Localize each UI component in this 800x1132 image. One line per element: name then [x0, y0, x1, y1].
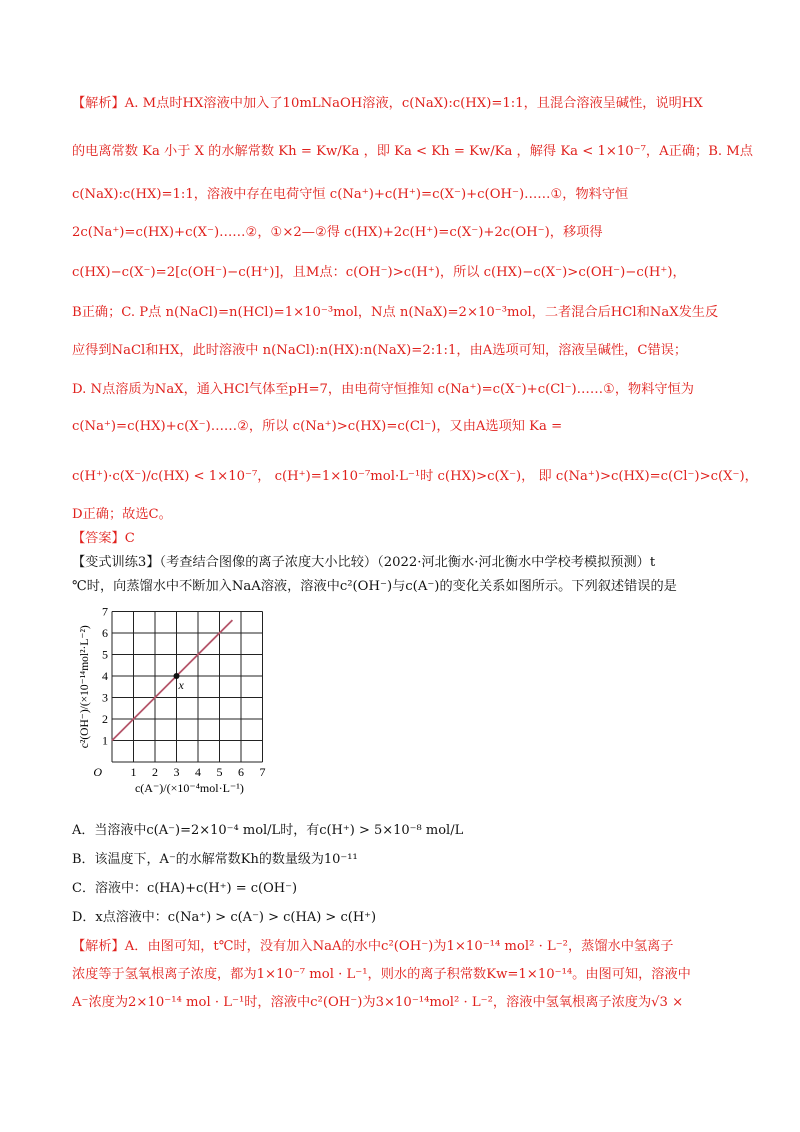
y-axis-label: c²(OH⁻)/(×10⁻¹⁴mol²·L⁻²) [79, 625, 91, 749]
variant-line1: 【变式训练3】（考查结合图像的离子浓度大小比较）（2022·河北衡水·河北衡水中学校考模拟预测）t [72, 555, 656, 570]
analysis2-line2: 浓度等于氢氧根离子浓度，都为1×10⁻⁷ mol · L⁻¹，则水的离子积常数Kw=1×10⁻¹⁴。由图可知，溶液中 [72, 967, 691, 982]
option-a: A．当溶液中c(A⁻)=2×10⁻⁴ mol/L时，有c(H⁺) > 5×10⁻⁸ mol/L [72, 823, 464, 838]
x-tick-label: 5 [216, 765, 223, 779]
analysis2-line1: 【解析】A．由图可知，t℃时，没有加入NaA的水中c²(OH⁻)为1×10⁻¹⁴ mol² · L⁻²，蒸馏水中氢离子 [72, 939, 674, 954]
analysis1-line11: D正确；故选C。 [72, 507, 172, 522]
y-tick-label: 5 [102, 647, 108, 662]
analysis1-line4: 2c(Na⁺)=c(HX)+c(X⁻)……②，①×2—②得 c(HX)+2c(H⁺)=c(X⁻)+2c(OH⁻)，移项得 [72, 225, 603, 240]
y-tick-label: 6 [102, 626, 108, 640]
y-tick-label: 1 [102, 733, 108, 748]
option-b: B．该温度下，A⁻的水解常数Kh的数量级为10⁻¹¹ [72, 852, 358, 867]
y-tick-label: 7 [102, 604, 108, 619]
x-tick-label: 1 [130, 765, 137, 779]
answer-label: 【答案】C [72, 531, 135, 546]
origin-label: O [93, 765, 102, 779]
series-line [112, 620, 232, 740]
analysis1-line3: c(NaX):c(HX)=1:1，溶液中存在电荷守恒 c(Na⁺)+c(H⁺)=c(X⁻)+c(OH⁻)……①，物料守恒 [72, 187, 629, 202]
y-tick-label: 2 [102, 712, 108, 726]
y-tick-label: 4 [102, 669, 108, 683]
analysis1-line7: 应得到NaCl和HX，此时溶液中 n(NaCl):n(HX):n(NaX)=2:1:1，由A选项可知，溶液呈碱性，C错误； [72, 343, 688, 358]
analysis1-line5: c(HX)−c(X⁻)=2[c(OH⁻)−c(H⁺)]，且M点：c(OH⁻)>c(H⁺)，所以 c(HX)−c(X⁻)>c(OH⁻)−c(H⁺)， [72, 265, 686, 280]
x-tick-label: 4 [195, 765, 201, 779]
analysis1-line8: D. N点溶质为NaX，通入HCl气体至pH=7，由电荷守恒推知 c(Na⁺)=c(X⁻)+c(Cl⁻)……①，物料守恒为 [72, 382, 694, 397]
y-tick-label: 3 [102, 690, 108, 705]
analysis1-line10: c(H⁺)·c(X⁻)/c(HX) < 1×10⁻⁷， c(H⁺)=1×10⁻⁷mol·L⁻¹时 c(HX)>c(X⁻)， 即 c(Na⁺)>c(HX)=c(Cl⁻)>c(X⁻)， [72, 469, 758, 484]
analysis1-line2: 的电离常数 Ka 小于 X 的水解常数 Kh = Kw/Ka ，即 Ka < Kh = Kw/Ka ，解得 Ka < 1×10⁻⁷，A正确；B. M点 [72, 144, 753, 159]
variant-line2: ℃时，向蒸馏水中不断加入NaA溶液，溶液中c²(OH⁻)与c(A⁻)的变化关系如图所示。下列叙述错误的是 [72, 579, 677, 594]
x-tick-label: 2 [152, 765, 158, 779]
analysis2-line3: A⁻浓度为2×10⁻¹⁴ mol · L⁻¹时，溶液中c²(OH⁻)为3×10⁻¹⁴mol² · L⁻²，溶液中氢氧根离子浓度为√3 × [72, 995, 684, 1010]
line-chart [72, 604, 272, 812]
x-tick-label: 3 [173, 765, 180, 779]
analysis1-line1: 【解析】A. M点时HX溶液中加入了10mLNaOH溶液，c(NaX):c(HX)=1:1，且混合溶液呈碱性，说明HX [72, 96, 703, 111]
x-tick-label: 7 [259, 765, 266, 779]
x-axis-label: c(A⁻)/(×10⁻⁴mol·L⁻¹) [134, 781, 244, 795]
option-c: C．溶液中：c(HA)+c(H⁺) = c(OH⁻) [72, 881, 298, 896]
x-tick-label: 6 [238, 765, 244, 779]
analysis1-line9: c(Na⁺)=c(HX)+c(X⁻)……②，所以 c(Na⁺)>c(HX)=c(Cl⁻)，又由A选项知 Ka = [72, 419, 563, 434]
analysis1-line6: B正确；C. P点 n(NaCl)=n(HCl)=1×10⁻³mol，N点 n(NaX)=2×10⁻³mol，二者混合后HCl和NaX发生反 [72, 305, 719, 320]
option-d: D．x点溶液中：c(Na⁺) > c(A⁻) > c(HA) > c(H⁺) [72, 910, 377, 925]
data-point-label: x [178, 678, 184, 692]
